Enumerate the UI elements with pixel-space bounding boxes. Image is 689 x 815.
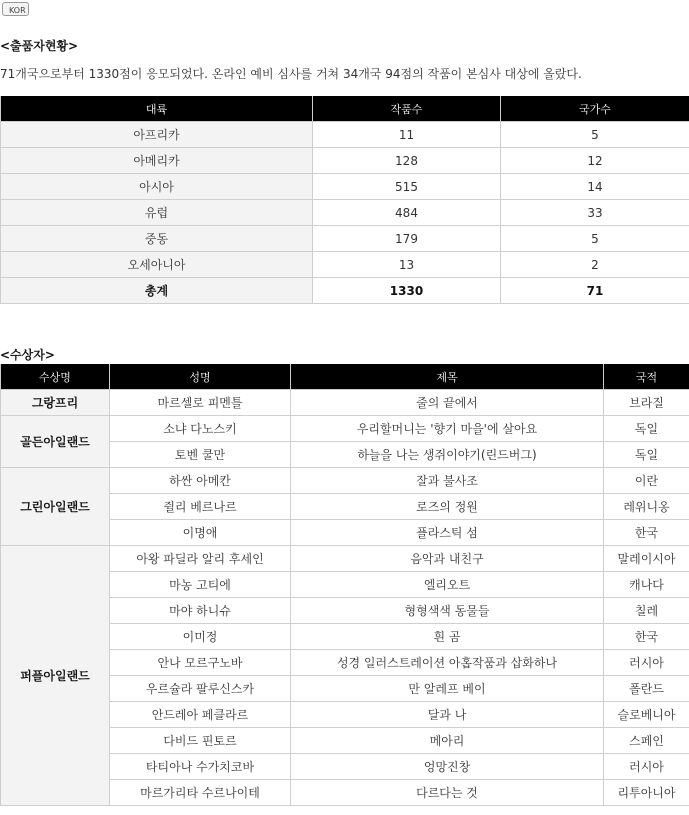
nationality-cell: 러시아 xyxy=(604,650,689,676)
winner-name-cell: 쥘리 베르나르 xyxy=(110,494,291,520)
table-row xyxy=(1,122,689,148)
work-title-cell: 음악과 내친구 xyxy=(291,546,604,572)
winner-name-cell: 아왕 파딜라 알리 후세인 xyxy=(110,546,291,572)
table-row xyxy=(1,148,689,174)
countries-count-cell: 5 xyxy=(501,226,689,252)
work-title-cell: 우리할머니는 '향기 마을'에 살아요 xyxy=(291,416,604,442)
continent-cell: 아메리카 xyxy=(1,148,313,174)
winner-name-cell: 이미정 xyxy=(110,624,291,650)
continent-cell: 아시아 xyxy=(1,174,313,200)
table-row xyxy=(1,226,689,252)
countries-count-cell: 14 xyxy=(501,174,689,200)
table-row xyxy=(1,390,689,416)
total-row xyxy=(1,278,689,304)
winner-name-cell: 안나 모르구노바 xyxy=(110,650,291,676)
works-count-cell: 179 xyxy=(313,226,501,252)
header-works: 작품수 xyxy=(313,96,501,122)
table-row xyxy=(1,468,689,494)
countries-count-cell: 5 xyxy=(501,122,689,148)
header-award: 수상명 xyxy=(1,364,110,390)
total-countries-cell: 71 xyxy=(501,278,689,304)
continent-cell: 중동 xyxy=(1,226,313,252)
countries-count-cell: 12 xyxy=(501,148,689,174)
countries-count-cell: 33 xyxy=(501,200,689,226)
work-title-cell: 메아리 xyxy=(291,728,604,754)
award-name-cell: 그랑프리 xyxy=(1,390,110,416)
award-name-cell: 그린아일랜드 xyxy=(1,468,110,546)
header-title: 제목 xyxy=(291,364,604,390)
table-row xyxy=(1,174,689,200)
winner-name-cell: 토벤 쿨만 xyxy=(110,442,291,468)
winner-name-cell: 이명애 xyxy=(110,520,291,546)
submission-stats-table xyxy=(0,96,689,304)
awards-section-title: <수상자> xyxy=(0,348,55,362)
winner-name-cell: 타티아나 수가치코바 xyxy=(110,754,291,780)
winner-name-cell: 다비드 핀토르 xyxy=(110,728,291,754)
table-header-row xyxy=(1,364,689,390)
nationality-cell: 브라질 xyxy=(604,390,689,416)
nationality-cell: 독일 xyxy=(604,416,689,442)
nationality-cell: 칠레 xyxy=(604,598,689,624)
work-title-cell: 형형색색 동물들 xyxy=(291,598,604,624)
header-continent: 대륙 xyxy=(1,96,313,122)
work-title-cell: 플라스틱 섬 xyxy=(291,520,604,546)
winner-name-cell: 소냐 다노스키 xyxy=(110,416,291,442)
work-title-cell: 흰 곰 xyxy=(291,624,604,650)
winner-name-cell: 마야 하니슈 xyxy=(110,598,291,624)
continent-cell: 유럽 xyxy=(1,200,313,226)
nationality-cell: 독일 xyxy=(604,442,689,468)
header-countries: 국가수 xyxy=(501,96,689,122)
work-title-cell: 하늘을 나는 생쥐이야기(린드버그) xyxy=(291,442,604,468)
nationality-cell: 한국 xyxy=(604,624,689,650)
works-count-cell: 11 xyxy=(313,122,501,148)
work-title-cell: 엘리오트 xyxy=(291,572,604,598)
winner-name-cell: 마농 고티에 xyxy=(110,572,291,598)
work-title-cell: 로즈의 정원 xyxy=(291,494,604,520)
winner-name-cell: 마르셀로 피멘틀 xyxy=(110,390,291,416)
winner-name-cell: 안드레아 페클라르 xyxy=(110,702,291,728)
awards-table xyxy=(0,364,689,806)
work-title-cell: 잘과 불사조 xyxy=(291,468,604,494)
works-count-cell: 515 xyxy=(313,174,501,200)
nationality-cell: 폴란드 xyxy=(604,676,689,702)
award-name-cell: 퍼플아일랜드 xyxy=(1,546,110,806)
intro-text: 71개국으로부터 1330점이 응모되었다. 온라인 예비 심사를 거쳐 34개국 94점의 작품이 본심사 대상에 올랐다. xyxy=(0,67,582,81)
table-header-row xyxy=(1,96,689,122)
stats-section-title: <출품자현황> xyxy=(0,39,79,53)
work-title-cell: 엉망진창 xyxy=(291,754,604,780)
works-count-cell: 13 xyxy=(313,252,501,278)
nationality-cell: 스페인 xyxy=(604,728,689,754)
works-count-cell: 128 xyxy=(313,148,501,174)
work-title-cell: 달과 나 xyxy=(291,702,604,728)
language-toggle-button[interactable]: KOR xyxy=(2,2,29,16)
winner-name-cell: 마르가리타 수르나이테 xyxy=(110,780,291,806)
work-title-cell: 성경 일러스트레이션 아홉작품과 삽화하나 xyxy=(291,650,604,676)
nationality-cell: 말레이시아 xyxy=(604,546,689,572)
nationality-cell: 레위니옹 xyxy=(604,494,689,520)
works-count-cell: 484 xyxy=(313,200,501,226)
winner-name-cell: 하싼 아메칸 xyxy=(110,468,291,494)
nationality-cell: 리투아니아 xyxy=(604,780,689,806)
table-row xyxy=(1,416,689,442)
work-title-cell: 줄의 끝에서 xyxy=(291,390,604,416)
nationality-cell: 러시아 xyxy=(604,754,689,780)
total-works-cell: 1330 xyxy=(313,278,501,304)
award-name-cell: 골든아일랜드 xyxy=(1,416,110,468)
table-row xyxy=(1,546,689,572)
table-row xyxy=(1,200,689,226)
work-title-cell: 다르다는 것 xyxy=(291,780,604,806)
total-label-cell: 총계 xyxy=(1,278,313,304)
table-row xyxy=(1,252,689,278)
continent-cell: 오세아니아 xyxy=(1,252,313,278)
nationality-cell: 캐나다 xyxy=(604,572,689,598)
header-nationality: 국적 xyxy=(604,364,689,390)
countries-count-cell: 2 xyxy=(501,252,689,278)
nationality-cell: 이란 xyxy=(604,468,689,494)
nationality-cell: 슬로베니아 xyxy=(604,702,689,728)
winner-name-cell: 우르슐라 팔루신스카 xyxy=(110,676,291,702)
header-name: 성명 xyxy=(110,364,291,390)
work-title-cell: 만 알레프 베이 xyxy=(291,676,604,702)
continent-cell: 아프리카 xyxy=(1,122,313,148)
nationality-cell: 한국 xyxy=(604,520,689,546)
